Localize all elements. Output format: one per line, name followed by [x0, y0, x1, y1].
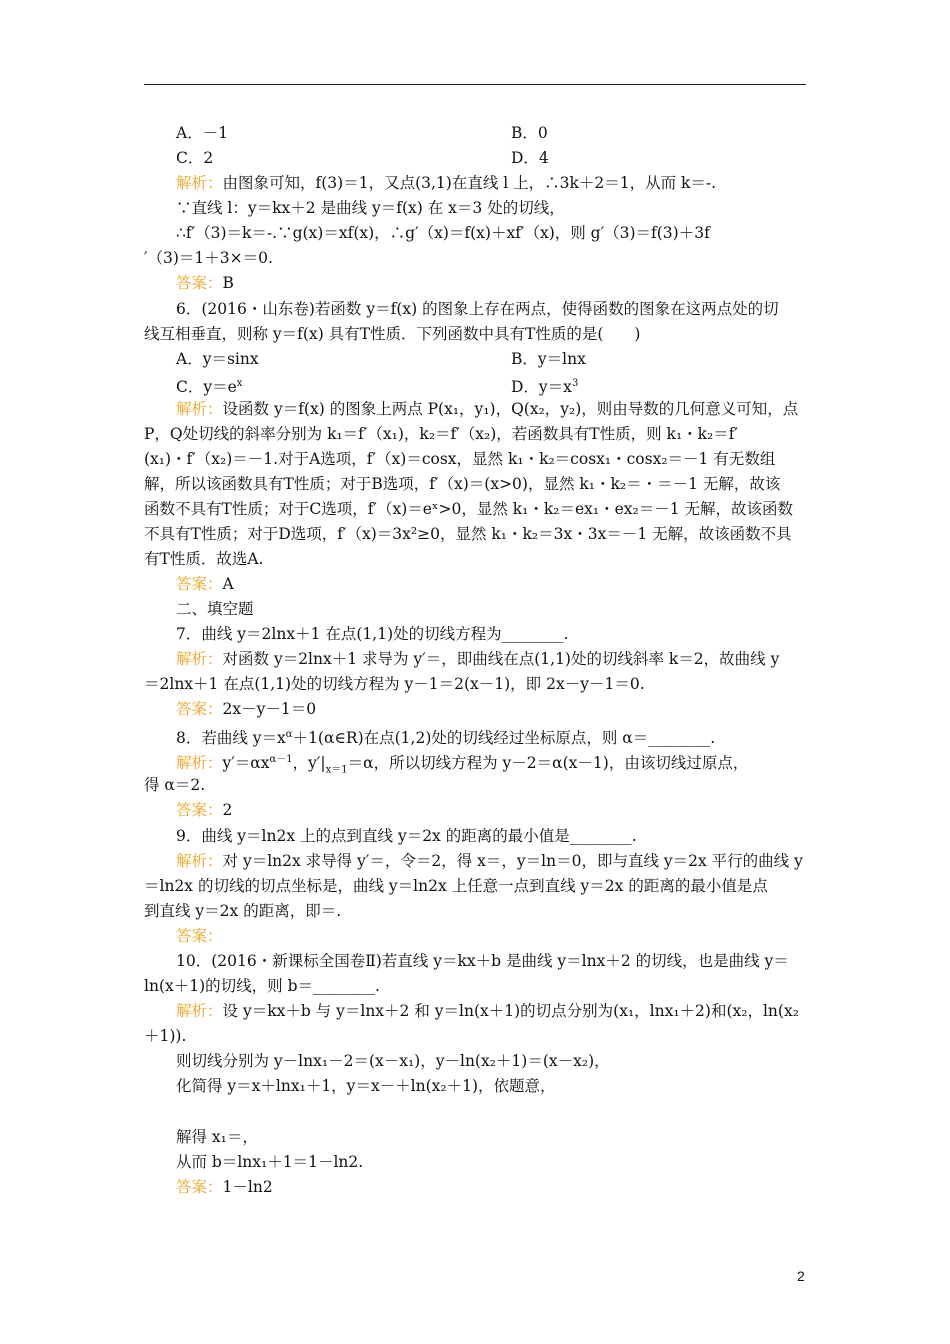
text-span: 有T性质．故选A. [144, 550, 264, 568]
text-span: 解，所以该函数具有T性质；对于B选项，f′（x)＝(x>0)，显然 k₁・k₂＝・＝－1 无解，故该 [144, 475, 781, 493]
text-span: 6．(2016・山东卷)若函数 y＝f(x) 的图象上存在两点，使得函数的图象在这两点处的切 [176, 300, 779, 318]
text-line [176, 1127, 258, 1147]
text-line [176, 223, 710, 243]
text-span: ＋1)). [144, 1027, 187, 1045]
answer-label: 解析： [176, 754, 223, 773]
text-span: ∵直线 l：y＝kx＋2 是曲线 y＝f(x) 在 x＝3 处的切线， [176, 199, 565, 217]
text-line [144, 976, 380, 996]
text-line [176, 273, 234, 293]
text-line [176, 173, 716, 193]
text-line [176, 826, 637, 846]
text-line [176, 599, 254, 619]
text-line [511, 123, 548, 143]
text-line [176, 725, 715, 748]
text-span: A [222, 575, 234, 593]
text-span: 函数不具有T性质；对于C选项，f′（x)＝eˣ>0，显然 k₁・k₂＝ex₁・ex₂＝－1 无解，故该函数 [144, 500, 794, 518]
text-line [144, 248, 273, 268]
text-line [176, 374, 242, 397]
answer-label: 答案： [176, 274, 223, 292]
text-span: D．y＝x [511, 378, 572, 397]
text-line [511, 349, 586, 369]
text-span: C．2 [176, 149, 214, 167]
text-span: (x₁)・f′（x₂)＝－1.对于A选项，f′（x)＝cosx，显然 k₁・k₂＝cosx₁・cosx₂＝－1 有无数组 [144, 450, 776, 468]
text-span: 线互相垂直，则称 y＝f(x) 具有T性质．下列函数中具有T性质的是( ) [144, 325, 641, 343]
text-span: 2x－y－1＝0 [222, 700, 317, 718]
text-span: B．0 [511, 124, 548, 142]
text-span: D．4 [511, 149, 549, 167]
text-span: B．y＝lnx [511, 350, 586, 368]
text-span: ∴f′（3)＝k＝-.∵g(x)＝xf(x)，∴g′（x)＝f(x)＋xf′（x)，则 g′（3)＝f(3)＋3f [176, 224, 710, 242]
text-line [176, 198, 565, 218]
text-line [176, 574, 234, 594]
text-line [176, 123, 228, 143]
text-span: ′（3)＝1＋3×＝0. [144, 249, 273, 267]
text-span: ＝2lnx＋1 在点(1,1)处的切线方程为 y－1＝2(x－1)，即 2x－y－1＝0. [144, 675, 645, 693]
text-line [144, 524, 792, 544]
text-span: 1－ln2 [222, 1178, 273, 1196]
answer-label: 解析： [176, 174, 223, 192]
text-span: 二、填空题 [176, 600, 254, 618]
answer-label: 答案： [176, 801, 223, 819]
text-span: 到直线 y＝2x 的距离，即＝. [144, 902, 342, 920]
answer-label: 解析： [176, 852, 223, 870]
text-line [176, 399, 798, 419]
text-span: 对函数 y＝2lnx＋1 求导为 y′＝，即曲线在点(1,1)处的切线斜率 k＝2，故曲线 y [222, 650, 780, 668]
text-span: 对 y＝ln2x 求导得 y′＝，令＝2，得 x＝，y＝ln＝0，即与直线 y＝2x 平行的曲线 y [222, 852, 803, 870]
text-span: B [222, 274, 234, 292]
text-span: 7．曲线 y＝2lnx＋1 在点(1,1)处的切线方程为________. [176, 625, 569, 643]
text-span: 化简得 y＝x＋lnx₁＋1，y＝x－＋ln(x₂＋1)，依题意， [176, 1077, 556, 1095]
text-line [176, 1152, 363, 1172]
page-number: 2 [797, 1268, 805, 1284]
text-line [144, 549, 263, 569]
text-span: 解得 x₁＝， [176, 1128, 258, 1146]
text-line [144, 324, 640, 344]
text-span: 2 [222, 801, 233, 819]
text-line [176, 624, 569, 644]
text-span: 设函数 y＝f(x) 的图象上两点 P(x₁，y₁)，Q(x₂，y₂)，则由导数的几何意义可知，点 [222, 400, 799, 418]
text-span: C．y＝e [176, 378, 237, 397]
text-line [176, 1051, 610, 1071]
text-line [176, 750, 748, 780]
text-span: A．y＝sinx [176, 350, 259, 368]
text-line [176, 1177, 273, 1197]
text-line [176, 851, 803, 871]
text-line [144, 1026, 186, 1046]
answer-label: 解析： [176, 400, 223, 418]
text-line [144, 876, 768, 896]
text-span: ＝ln2x 的切线的切点坐标是，曲线 y＝ln2x 上任意一点到直线 y＝2x 的距离的最小值是点 [144, 877, 768, 895]
answer-label: 答案： [176, 700, 223, 718]
text-line [176, 1001, 799, 1021]
text-line [144, 474, 780, 494]
text-line [176, 699, 316, 719]
text-span: ＝α，所以切线方程为 y－2＝α(x－1)，由该切线过原点， [347, 754, 749, 773]
text-line [176, 148, 213, 168]
text-line [511, 148, 549, 168]
text-span: ln(x＋1)的切线，则 b＝________. [144, 977, 380, 995]
text-line [144, 449, 775, 469]
text-span: 8．若曲线 y＝x [176, 729, 286, 748]
text-line [144, 901, 341, 921]
answer-label: 答案： [176, 1178, 223, 1196]
header-rule [144, 84, 806, 85]
text-span: 不具有T性质；对于D选项，f′（x)＝3x²≥0，显然 k₁・k₂＝3x・3x＝－1 无解，故该函数不具 [144, 525, 792, 543]
answer-label: 解析： [176, 1002, 223, 1020]
text-span: α [285, 729, 293, 740]
text-span: 从而 b＝lnx₁＋1＝1－ln2. [176, 1153, 364, 1171]
text-line [176, 649, 779, 669]
text-span: A．－1 [176, 124, 229, 142]
text-line [144, 499, 793, 519]
text-span: x [236, 378, 243, 389]
text-line [144, 674, 645, 694]
text-span: 设 y＝kx＋b 与 y＝lnx＋2 和 y＝ln(x＋1)的切点分别为(x₁，lnx₁＋2)和(x₂，ln(x₂ [222, 1002, 799, 1020]
text-span: 由图象可知，f(3)＝1，又点(3,1)在直线 l 上，∴3k＋2＝1，从而 k＝-. [222, 174, 717, 192]
text-line [176, 926, 223, 946]
text-line [176, 299, 779, 319]
text-span: y′＝αx [222, 754, 270, 773]
text-span: 10．(2016・新课标全国卷Ⅱ)若直线 y＝kx＋b 是曲线 y＝lnx＋2 的切线，也是曲线 y＝ [176, 952, 789, 970]
text-line [176, 800, 232, 820]
text-span: 3 [571, 378, 579, 389]
text-span: 得 α＝2. [144, 776, 206, 794]
text-line [176, 349, 259, 369]
text-line [144, 775, 205, 795]
text-span: 则切线分别为 y－lnx₁－2＝(x－x₁)，y－ln(x₂＋1)＝(x－x₂)， [176, 1052, 610, 1070]
answer-label: 解析： [176, 650, 223, 668]
text-span: 9．曲线 y＝ln2x 上的点到直线 y＝2x 的距离的最小值是________. [176, 827, 637, 845]
text-span: P，Q处切线的斜率分别为 k₁＝f′（x₁)，k₂＝f′（x₂)，若函数具有T性质，则 k₁・k₂＝f′ [144, 425, 739, 443]
text-line [176, 951, 789, 971]
answer-label: 答案： [176, 575, 223, 593]
text-span: α－1 [269, 754, 293, 765]
text-line [144, 424, 738, 444]
text-line [176, 1076, 556, 1096]
text-span: ＋1(α∈R)在点(1,2)处的切线经过坐标原点，则 α＝________. [292, 729, 716, 748]
text-span: ，y′| [292, 754, 326, 773]
text-line [511, 374, 578, 397]
text-span: x＝1 [325, 764, 348, 776]
answer-label: 答案： [176, 927, 223, 945]
